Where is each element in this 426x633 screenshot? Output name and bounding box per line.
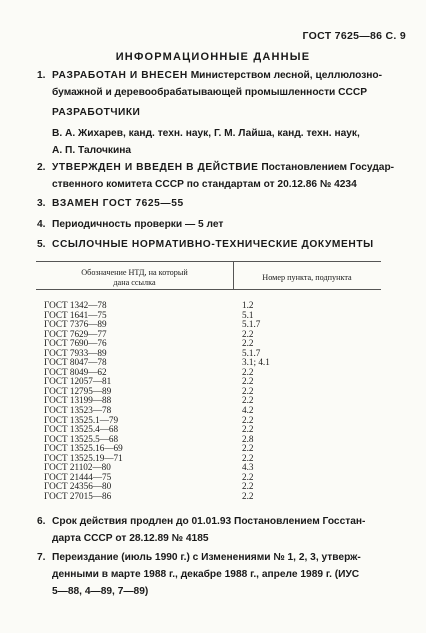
table-cell-clause: 2.2 bbox=[242, 452, 254, 463]
item-6-number: 6. bbox=[37, 516, 46, 527]
item-7-number: 7. bbox=[37, 552, 46, 563]
table-cell-clause: 2.2 bbox=[242, 395, 254, 406]
table-cell-designation: ГОСТ 7933—89 bbox=[44, 347, 107, 358]
table-cell-clause: 2.2 bbox=[242, 490, 254, 501]
developers-heading: РАЗРАБОТЧИКИ bbox=[52, 107, 141, 118]
item-3-text: ВЗАМЕН ГОСТ 7625—55 bbox=[52, 198, 184, 209]
table-cell-clause: 2.2 bbox=[242, 443, 254, 454]
item-1-lead: РАЗРАБОТАН И ВНЕСЕН bbox=[52, 70, 188, 81]
table-header-rule bbox=[36, 289, 381, 290]
table-cell-clause: 2.2 bbox=[242, 414, 254, 425]
table-cell-clause: 2.2 bbox=[242, 424, 254, 435]
table-cell-designation: ГОСТ 21444—75 bbox=[44, 471, 112, 482]
item-6-text-cont: дарта СССР от 28.12.89 № 4185 bbox=[52, 533, 209, 544]
table-cell-clause: 5.1 bbox=[242, 309, 254, 320]
table-row bbox=[36, 492, 381, 502]
table-cell-clause: 3.1; 4.1 bbox=[242, 357, 270, 368]
table-top-rule bbox=[36, 261, 381, 262]
table-cell-designation: ГОСТ 13525.19—71 bbox=[44, 452, 123, 463]
table-cell-designation: ГОСТ 24356—80 bbox=[44, 481, 112, 492]
table-cell-designation: ГОСТ 8049—62 bbox=[44, 366, 107, 377]
item-3-number: 3. bbox=[37, 198, 46, 209]
table-header-clause: Номер пункта, подпункта bbox=[262, 273, 352, 282]
table-cell-clause: 2.2 bbox=[242, 385, 254, 396]
table-cell-clause: 1.2 bbox=[242, 300, 254, 310]
table-cell-clause: 5.1.7 bbox=[242, 319, 261, 330]
item-1-number: 1. bbox=[37, 70, 46, 81]
table-cell-designation: ГОСТ 13525.16—69 bbox=[44, 443, 123, 454]
table-cell-clause: 4.2 bbox=[242, 405, 254, 416]
table-cell-designation: ГОСТ 12057—81 bbox=[44, 376, 112, 387]
table-cell-designation: ГОСТ 13523—78 bbox=[44, 405, 112, 416]
developers-line-1: В. А. Жихарев, канд. техн. наук, Г. М. Лайша, канд. техн. наук, bbox=[52, 128, 360, 139]
table-cell-designation: ГОСТ 27015—86 bbox=[44, 490, 112, 501]
table-body bbox=[36, 301, 381, 501]
table-cell-designation: ГОСТ 12795—89 bbox=[44, 385, 112, 396]
table-cell-designation: ГОСТ 13199—88 bbox=[44, 395, 112, 406]
item-2-text: Постановлением Государ- bbox=[261, 162, 395, 173]
table-cell-designation: ГОСТ 21102—80 bbox=[44, 462, 111, 473]
table-cell-designation: ГОСТ 8047—78 bbox=[44, 357, 107, 368]
table-cell-designation: ГОСТ 7629—77 bbox=[44, 328, 107, 339]
item-2-number: 2. bbox=[37, 162, 46, 173]
item-2-text-cont: ственного комитета СССР по стандартам от 20.12.86 № 4234 bbox=[52, 179, 357, 190]
item-7-text-cont: денными в марте 1988 г., декабре 1988 г., апреле 1989 г. (ИУС bbox=[52, 569, 360, 580]
item-5-text: ССЫЛОЧНЫЕ НОРМАТИВНО-ТЕХНИЧЕСКИЕ ДОКУМЕНТЫ bbox=[52, 239, 374, 250]
item-1 bbox=[37, 67, 412, 101]
table-cell-clause: 2.2 bbox=[242, 481, 254, 492]
table-cell-designation: ГОСТ 1641—75 bbox=[44, 309, 107, 320]
item-1-text-cont: бумажной и деревообрабатывающей промышленности СССР bbox=[52, 87, 368, 98]
item-5-number: 5. bbox=[37, 239, 46, 250]
table-cell-designation: ГОСТ 13525.1—79 bbox=[44, 414, 119, 425]
table-cell-designation: ГОСТ 7690—76 bbox=[44, 338, 107, 349]
item-7-text-cont-2: 5—88, 4—89, 7—89) bbox=[52, 586, 149, 597]
table-cell-designation: ГОСТ 13525.5—68 bbox=[44, 433, 119, 444]
section-title: ИНФОРМАЦИОННЫЕ ДАННЫЕ bbox=[115, 51, 311, 63]
table-cell-clause: 4.3 bbox=[242, 462, 254, 473]
item-4-number: 4. bbox=[37, 219, 46, 230]
table-cell-clause: 2.2 bbox=[242, 338, 254, 349]
table-cell-clause: 2.8 bbox=[242, 433, 254, 444]
page-header: ГОСТ 7625—86 С. 9 bbox=[302, 30, 406, 42]
item-6-text: Срок действия продлен до 01.01.93 Постановлением Госстан- bbox=[52, 516, 366, 527]
table-cell-clause: 2.2 bbox=[242, 471, 254, 482]
item-2-lead: УТВЕРЖДЕН И ВВЕДЕН В ДЕЙСТВИЕ bbox=[52, 162, 259, 173]
item-1-text: Министерством лесной, целлюлозно- bbox=[190, 70, 383, 81]
table-cell-clause: 2.2 bbox=[242, 376, 254, 387]
table-cell-designation: ГОСТ 7376—89 bbox=[44, 319, 107, 330]
item-7-text: Переиздание (июль 1990 г.) с Изменениями № 1, 2, 3, утверж- bbox=[52, 552, 361, 563]
table-header-designation: Обозначение НТД, на который дана ссылка bbox=[81, 268, 188, 287]
table-cell-clause: 2.2 bbox=[242, 366, 254, 377]
developers-line-2: А. П. Талочкина bbox=[52, 145, 132, 156]
table-cell-clause: 5.1.7 bbox=[242, 347, 261, 358]
table-cell-designation: ГОСТ 1342—78 bbox=[44, 300, 107, 310]
table-cell-designation: ГОСТ 13525.4—68 bbox=[44, 424, 119, 435]
table-cell-clause: 2.2 bbox=[242, 328, 254, 339]
item-4-text: Периодичность проверки — 5 лет bbox=[52, 219, 224, 230]
